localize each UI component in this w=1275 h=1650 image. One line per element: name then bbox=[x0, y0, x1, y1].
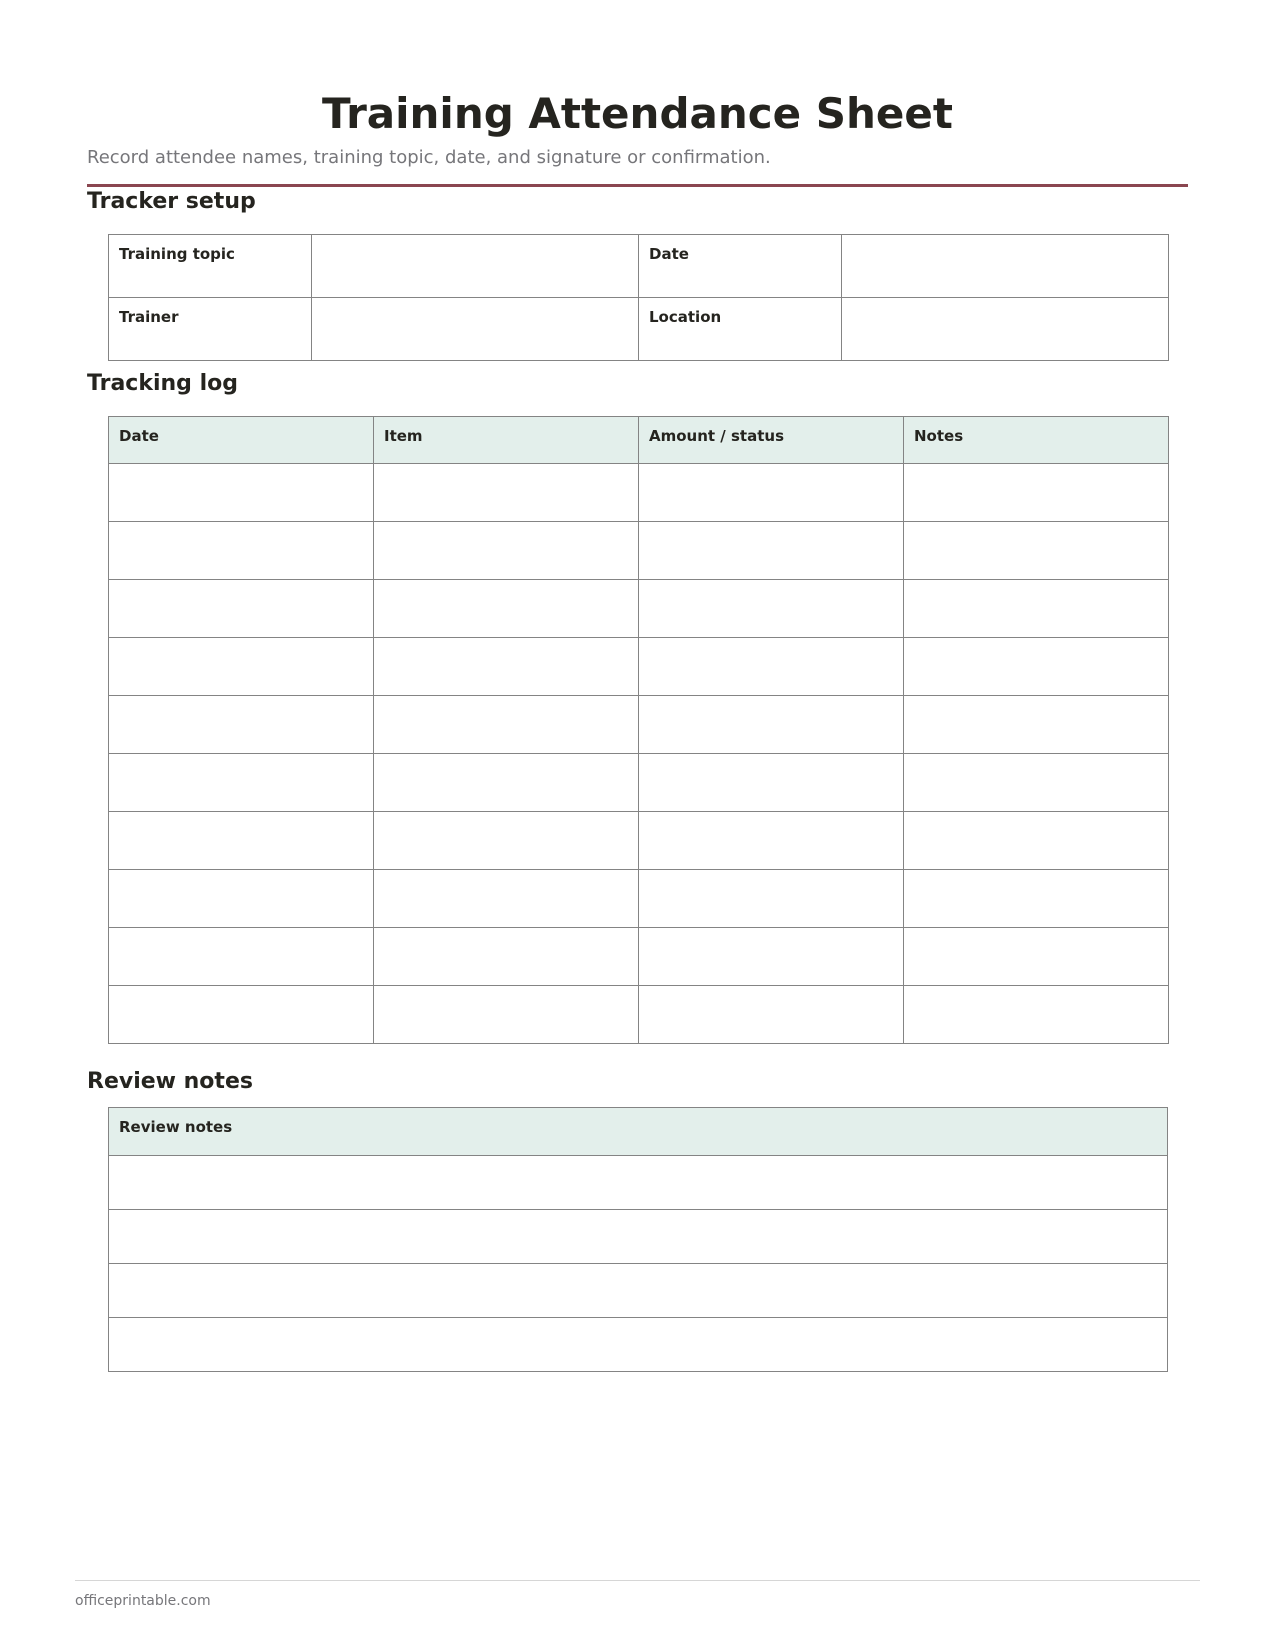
review-note-cell[interactable] bbox=[109, 1318, 1168, 1372]
log-cell[interactable] bbox=[109, 522, 374, 580]
review-notes-body bbox=[109, 1156, 1168, 1372]
tracking-log-table bbox=[108, 416, 1169, 1044]
log-cell[interactable] bbox=[639, 522, 904, 580]
log-cell[interactable] bbox=[109, 928, 374, 986]
log-cell[interactable] bbox=[109, 812, 374, 870]
table-row bbox=[109, 928, 1169, 986]
table-row bbox=[109, 986, 1169, 1044]
log-cell[interactable] bbox=[639, 754, 904, 812]
table-row bbox=[109, 812, 1169, 870]
column-header-amount-status: Amount / status bbox=[639, 417, 904, 464]
training-topic-label: Training topic bbox=[119, 245, 235, 263]
table-row bbox=[109, 464, 1169, 522]
location-label: Location bbox=[649, 308, 722, 326]
log-cell[interactable] bbox=[374, 580, 639, 638]
log-cell[interactable] bbox=[904, 812, 1169, 870]
log-cell[interactable] bbox=[904, 522, 1169, 580]
review-note-cell[interactable] bbox=[109, 1264, 1168, 1318]
log-cell[interactable] bbox=[904, 580, 1169, 638]
log-cell[interactable] bbox=[639, 812, 904, 870]
log-cell[interactable] bbox=[109, 986, 374, 1044]
title-divider bbox=[87, 184, 1188, 187]
log-cell[interactable] bbox=[904, 986, 1169, 1044]
log-cell[interactable] bbox=[639, 986, 904, 1044]
log-cell[interactable] bbox=[904, 464, 1169, 522]
table-row bbox=[109, 1210, 1168, 1264]
setup-label-cell bbox=[109, 235, 312, 298]
log-cell[interactable] bbox=[904, 696, 1169, 754]
date-label: Date bbox=[649, 245, 689, 263]
tracking-log-heading: Tracking log bbox=[87, 371, 238, 396]
log-cell[interactable] bbox=[904, 928, 1169, 986]
log-cell[interactable] bbox=[639, 580, 904, 638]
column-header-review-notes: Review notes bbox=[109, 1108, 1168, 1156]
footer-site-text: officeprintable.com bbox=[75, 1593, 211, 1609]
setup-label-cell bbox=[109, 298, 312, 361]
table-row bbox=[109, 522, 1169, 580]
table-row bbox=[109, 870, 1169, 928]
log-cell[interactable] bbox=[639, 870, 904, 928]
log-cell[interactable] bbox=[374, 638, 639, 696]
tracker-setup-heading: Tracker setup bbox=[87, 189, 256, 214]
review-notes-heading: Review notes bbox=[87, 1069, 253, 1094]
review-note-cell[interactable] bbox=[109, 1156, 1168, 1210]
column-header-item: Item bbox=[374, 417, 639, 464]
page-title: Training Attendance Sheet bbox=[322, 89, 953, 138]
column-header-notes: Notes bbox=[904, 417, 1169, 464]
log-cell[interactable] bbox=[374, 754, 639, 812]
log-cell[interactable] bbox=[639, 464, 904, 522]
log-cell[interactable] bbox=[639, 696, 904, 754]
trainer-field[interactable] bbox=[312, 298, 639, 361]
setup-label-cell bbox=[639, 298, 842, 361]
table-row bbox=[109, 1156, 1168, 1210]
table-row bbox=[109, 1264, 1168, 1318]
log-cell[interactable] bbox=[904, 638, 1169, 696]
table-row bbox=[109, 638, 1169, 696]
setup-row bbox=[109, 235, 1169, 298]
table-row bbox=[109, 580, 1169, 638]
log-cell[interactable] bbox=[109, 464, 374, 522]
log-cell[interactable] bbox=[109, 580, 374, 638]
log-cell[interactable] bbox=[374, 696, 639, 754]
setup-label-cell bbox=[639, 235, 842, 298]
page-subtitle: Record attendee names, training topic, date, and signature or confirmation. bbox=[87, 147, 771, 168]
log-cell[interactable] bbox=[374, 870, 639, 928]
review-notes-table bbox=[108, 1107, 1168, 1372]
footer-divider bbox=[75, 1580, 1200, 1581]
setup-row bbox=[109, 298, 1169, 361]
log-cell[interactable] bbox=[904, 870, 1169, 928]
log-cell[interactable] bbox=[639, 638, 904, 696]
log-cell[interactable] bbox=[639, 928, 904, 986]
tracking-log-body bbox=[109, 464, 1169, 1044]
review-note-cell[interactable] bbox=[109, 1210, 1168, 1264]
review-notes-header-row bbox=[109, 1108, 1168, 1156]
log-cell[interactable] bbox=[374, 986, 639, 1044]
log-cell[interactable] bbox=[374, 928, 639, 986]
trainer-label: Trainer bbox=[119, 308, 179, 326]
tracking-log-header-row bbox=[109, 417, 1169, 464]
training-topic-field[interactable] bbox=[312, 235, 639, 298]
log-cell[interactable] bbox=[109, 870, 374, 928]
table-row bbox=[109, 696, 1169, 754]
log-cell[interactable] bbox=[374, 522, 639, 580]
column-header-date: Date bbox=[109, 417, 374, 464]
date-field[interactable] bbox=[842, 235, 1169, 298]
log-cell[interactable] bbox=[904, 754, 1169, 812]
log-cell[interactable] bbox=[109, 638, 374, 696]
table-row bbox=[109, 1318, 1168, 1372]
location-field[interactable] bbox=[842, 298, 1169, 361]
table-row bbox=[109, 754, 1169, 812]
log-cell[interactable] bbox=[374, 812, 639, 870]
tracker-setup-table bbox=[108, 234, 1169, 361]
log-cell[interactable] bbox=[109, 754, 374, 812]
log-cell[interactable] bbox=[374, 464, 639, 522]
log-cell[interactable] bbox=[109, 696, 374, 754]
